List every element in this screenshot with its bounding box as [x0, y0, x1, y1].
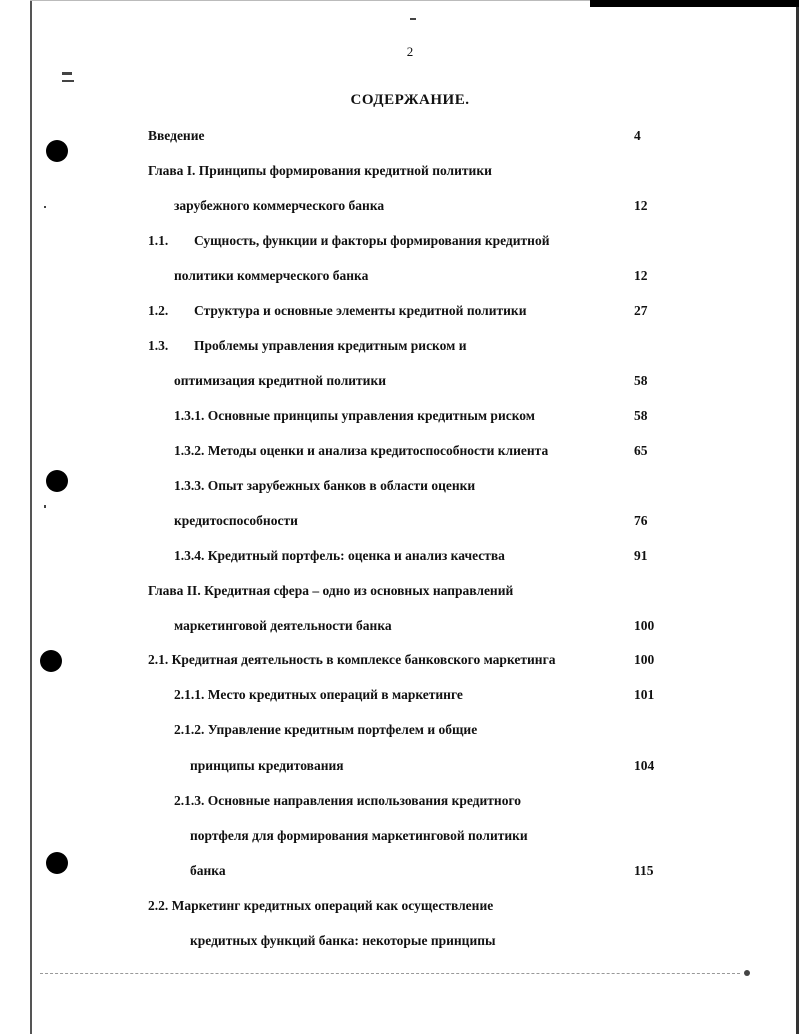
- toc-entry: [148, 303, 526, 319]
- toc-entry-text: 1.3.4. Кредитный портфель: оценка и анализ качества: [174, 548, 505, 563]
- toc-page-number: 104: [634, 758, 655, 773]
- toc-page-number: 91: [634, 548, 648, 563]
- toc-entry-text: зарубежного коммерческого банка: [174, 198, 385, 213]
- toc-entry-text: банка: [190, 863, 226, 878]
- toc-entry: [174, 268, 368, 284]
- toc-page-number: 27: [634, 303, 648, 318]
- toc-entry: [174, 548, 505, 564]
- toc-entry: [148, 652, 555, 668]
- toc-page-number: 58: [634, 408, 648, 423]
- toc-section-number: 1.1.: [148, 233, 169, 248]
- toc-page-number: 12: [634, 198, 648, 213]
- toc-entry: [174, 793, 521, 809]
- toc-entry: [174, 513, 298, 529]
- toc-entry: [174, 373, 386, 389]
- toc-entry-text: 2.1.1. Место кредитных операций в маркетинге: [174, 687, 463, 702]
- toc-entry: [190, 758, 344, 774]
- page-number: 2: [406, 44, 414, 59]
- scan-speck: [744, 970, 750, 976]
- toc-entry-text: оптимизация кредитной политики: [174, 373, 387, 388]
- toc-entry: [174, 198, 384, 214]
- toc-entry: [190, 933, 496, 949]
- toc-entry-text: кредитных функций банка: некоторые принципы: [190, 933, 496, 948]
- toc-entry-text: Глава I. Принципы формирования кредитной политики: [148, 163, 492, 178]
- scan-top-bar: [590, 0, 799, 7]
- toc-entry-text: политики коммерческого банка: [174, 268, 369, 283]
- scan-speck: [62, 80, 74, 82]
- toc-page-number: 101: [634, 687, 655, 702]
- scan-speck: [44, 505, 46, 508]
- toc-entry-text: портфеля для формирования маркетинговой политики: [190, 828, 528, 843]
- toc-entry: [190, 863, 226, 879]
- toc-page-number: 4: [634, 128, 641, 143]
- scan-speck: [44, 206, 46, 208]
- scan-bottom-line: [40, 973, 740, 975]
- toc-entry-text: 1.3.1. Основные принципы управления кредитным риском: [174, 408, 535, 423]
- toc-entry: [174, 687, 463, 703]
- toc-entry: [190, 828, 528, 844]
- toc-entry-text: Глава II. Кредитная сфера – одно из основных направлений: [148, 583, 514, 598]
- scan-edge-left: [30, 0, 32, 1034]
- toc-page-number: 76: [634, 513, 648, 528]
- toc-entry: [148, 233, 549, 249]
- toc-entry: [174, 408, 535, 424]
- toc-entry: [174, 478, 475, 494]
- toc-entry: [174, 722, 477, 738]
- toc-page-number: 58: [634, 373, 648, 388]
- toc-section-number: 1.3.: [148, 338, 169, 353]
- toc-entry: [174, 443, 548, 459]
- punch-hole: [46, 852, 68, 874]
- toc-page-number: 100: [634, 618, 655, 633]
- toc-entry: [148, 583, 513, 599]
- toc-page-number: 115: [634, 863, 654, 878]
- toc-entry-text: Проблемы управления кредитным риском и: [194, 338, 467, 353]
- toc-entry-text: Введение: [148, 128, 205, 143]
- toc-entry-text: 2.2. Маркетинг кредитных операций как осуществление: [148, 898, 494, 913]
- toc-entry-text: маркетинговой деятельности банка: [174, 618, 392, 633]
- scan-speck: [62, 72, 72, 75]
- toc-entry-text: Структура и основные элементы кредитной политики: [194, 303, 527, 318]
- toc-page-number: 65: [634, 443, 648, 458]
- toc-section-number: 1.2.: [148, 303, 169, 318]
- toc-entry-text: Сущность, функции и факторы формирования кредитной: [194, 233, 550, 248]
- scan-top-edge: [30, 0, 590, 1]
- punch-hole: [46, 140, 68, 162]
- toc-entry-text: 2.1. Кредитная деятельность в комплексе банковского маркетинга: [148, 652, 556, 667]
- toc-entry-text: 1.3.3. Опыт зарубежных банков в области оценки: [174, 478, 476, 493]
- toc-entry-text: 1.3.2. Методы оценки и анализа кредитоспособности клиента: [174, 443, 549, 458]
- punch-hole: [46, 470, 68, 492]
- toc-page-number: 100: [634, 652, 655, 667]
- toc-entry: [148, 898, 493, 914]
- toc-entry: [148, 128, 204, 144]
- toc-entry: [148, 163, 492, 179]
- page-title: СОДЕРЖАНИЕ.: [350, 92, 470, 108]
- toc-entry: [174, 618, 392, 634]
- toc-entry-text: 2.1.3. Основные направления использования кредитного: [174, 793, 521, 808]
- toc-page-number: 12: [634, 268, 648, 283]
- scan-speck: [410, 18, 416, 20]
- toc-entry-text: 2.1.2. Управление кредитным портфелем и общие: [174, 722, 478, 737]
- toc-entry: [148, 338, 467, 354]
- toc-entry-text: принципы кредитования: [190, 758, 344, 773]
- toc-entry-text: кредитоспособности: [174, 513, 298, 528]
- punch-hole: [40, 650, 62, 672]
